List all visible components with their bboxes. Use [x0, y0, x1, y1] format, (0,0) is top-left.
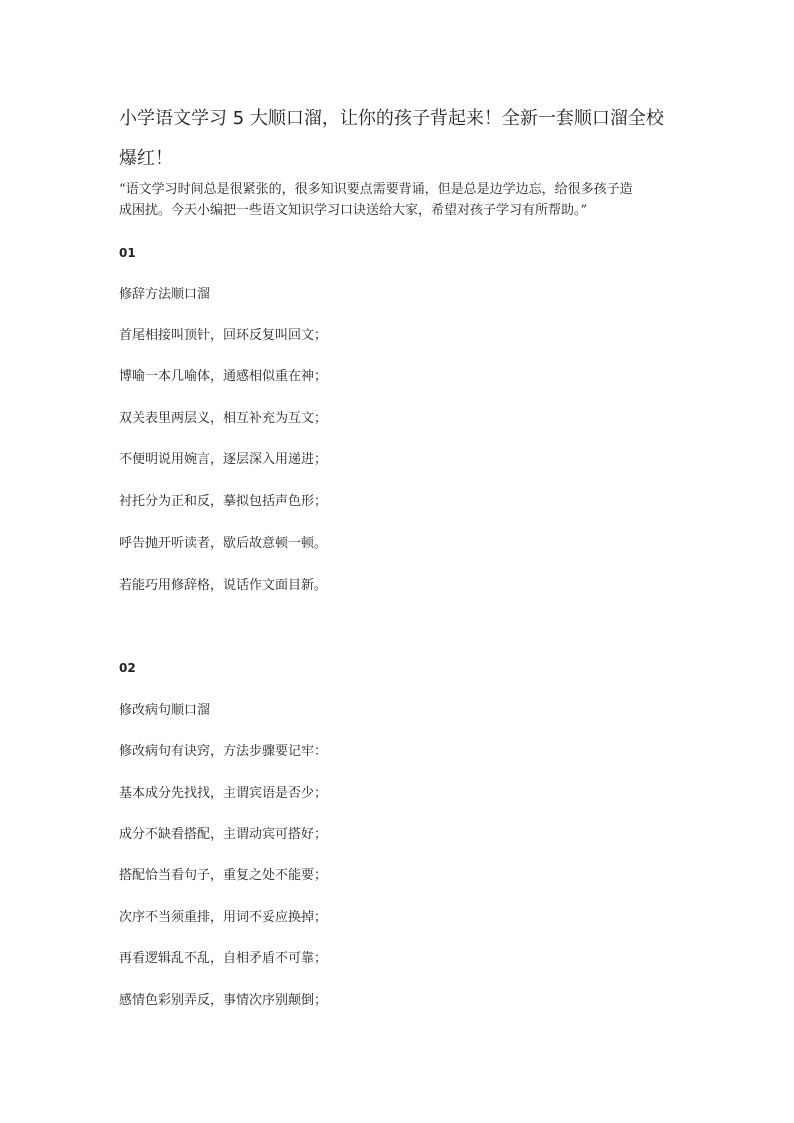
verse-line: 若能巧用修辞格，说话作文面目新。 — [119, 578, 328, 593]
section-heading: 修辞方法顺口溜 — [119, 287, 211, 302]
verse-line: 基本成分先找找，主谓宾语是否少； — [119, 786, 328, 801]
intro-line-2: 成困扰。今天小编把一些语文知识学习口诀送给大家，希望对孩子学习有所帮助。” — [119, 203, 588, 218]
verse-line: 呼告抛开听读者，歇后故意顿一顿。 — [119, 536, 328, 551]
verse-line: 成分不缺看搭配，主谓动宾可搭好； — [119, 827, 328, 842]
article-title-line-1: 小学语文学习 5 大顺口溜，让你的孩子背起来！全新一套顺口溜全校 — [119, 108, 664, 129]
verse-line: 不便明说用婉言，逐层深入用递进； — [119, 452, 328, 467]
verse-line: 再看逻辑乱不乱，自相矛盾不可靠； — [119, 951, 328, 966]
verse-line: 次序不当须重排，用词不妥应换掉； — [119, 910, 328, 925]
verse-line: 双关表里两层义，相互补充为互文； — [119, 411, 328, 426]
section-heading: 修改病句顺口溜 — [119, 703, 211, 718]
article-title-line-2: 爆红！ — [119, 148, 173, 169]
verse-line: 搭配恰当看句子，重复之处不能要； — [119, 868, 328, 883]
verse-line: 博喻一本几喻体，通感相似重在神； — [119, 369, 328, 384]
intro-line-1: “语文学习时间总是很紧张的，很多知识要点需要背诵，但是总是边学边忘，给很多孩子造 — [119, 182, 633, 197]
section-number: 02 — [119, 661, 136, 675]
verse-line: 感情色彩别弄反，事情次序别颠倒； — [119, 993, 328, 1008]
section-number: 01 — [119, 246, 136, 260]
verse-line: 首尾相接叫顶针，回环反复叫回文； — [119, 328, 328, 343]
verse-line: 修改病句有诀窍，方法步骤要记牢： — [119, 744, 328, 759]
verse-line: 衬托分为正和反，摹拟包括声色形； — [119, 494, 328, 509]
